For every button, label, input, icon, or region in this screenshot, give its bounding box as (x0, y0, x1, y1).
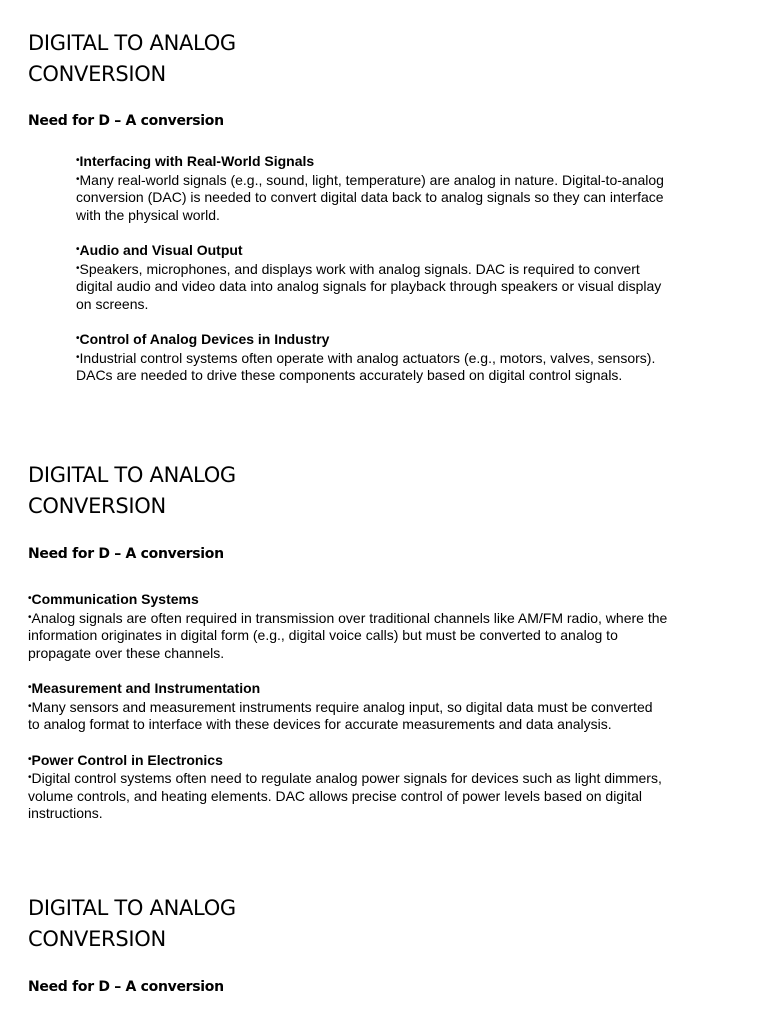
bullet-body: •Many real-world signals (e.g., sound, light, temperature) are analog in nature. Digital-to-analog conversion (DAC) is needed to convert digital data back to analog signals so they can interface with the physical world. (76, 171, 664, 223)
slide-subtitle: Need for D – A conversion (28, 979, 224, 995)
bullet-body: •Speakers, microphones, and displays work with analog signals. DAC is required to convert digital audio and video data into analog signals for playback through speakers or visual display on screens. (76, 260, 662, 312)
slide-2-subtitle-wrap (28, 546, 678, 562)
bullet-dot: • (76, 173, 80, 185)
bullet-body: •Digital control systems often need to regulate analog power signals for devices such as light dimmers, volume controls, and heating elements. DAC allows precise control of power levels based on digital instructions. (28, 770, 662, 821)
bullet-group (28, 590, 668, 662)
bullet-heading: •Control of Analog Devices in Industry (76, 331, 330, 347)
bullet-group (76, 241, 676, 313)
bullet-heading: •Communication Systems (28, 591, 199, 607)
bullet-group (76, 152, 676, 224)
title-line-2: CONVERSION (28, 62, 166, 86)
slide-3 (28, 893, 678, 955)
bullet-dot: • (76, 262, 80, 274)
slide-subtitle: Need for D – A conversion (28, 546, 224, 562)
bullet-heading: •Measurement and Instrumentation (28, 680, 261, 696)
slide-1 (28, 28, 678, 90)
bullet-heading: •Audio and Visual Output (76, 242, 243, 258)
slide-3-subtitle-wrap (28, 979, 678, 995)
title-line-1: DIGITAL TO ANALOG (28, 31, 236, 55)
bullet-group (28, 679, 668, 734)
slide-title (28, 460, 678, 522)
slide-2 (28, 460, 678, 522)
bullet-group (76, 330, 676, 385)
slide-subtitle: Need for D – A conversion (28, 113, 224, 129)
bullet-dot: • (76, 244, 80, 255)
bullet-dot: • (28, 611, 32, 623)
bullet-dot: • (76, 333, 80, 344)
title-line-1: DIGITAL TO ANALOG (28, 896, 236, 920)
bullet-body: •Many sensors and measurement instruments require analog input, so digital data must be converted to analog format to interface with these devices for accurate measurements and data analysis. (28, 698, 653, 732)
bullet-dot: • (28, 700, 32, 712)
slide-title (28, 28, 678, 90)
bullet-group (28, 751, 668, 823)
bullet-body: •Analog signals are often required in transmission over traditional channels like AM/FM radio, where the information originates in digital form (e.g., digital voice calls) but must be converted to analog to propagate over these channels. (28, 609, 668, 661)
bullet-dot: • (28, 772, 32, 783)
slide-1-bullets (76, 152, 676, 402)
slide-1-subtitle-wrap (28, 113, 678, 129)
title-line-2: CONVERSION (28, 494, 166, 518)
bullet-dot: • (28, 593, 32, 604)
bullet-heading: •Power Control in Electronics (28, 751, 223, 768)
bullet-dot: • (28, 753, 32, 765)
slide-2-bullets (28, 590, 668, 840)
bullet-body: •Industrial control systems often operate with analog actuators (e.g., motors, valves, sensors). DACs are needed to drive these components accurately based on digital control signals. (76, 349, 656, 383)
slide-title (28, 893, 678, 955)
title-line-1: DIGITAL TO ANALOG (28, 463, 236, 487)
bullet-dot: • (28, 682, 32, 693)
bullet-heading: •Interfacing with Real-World Signals (76, 153, 315, 169)
title-line-2: CONVERSION (28, 927, 166, 951)
bullet-dot: • (76, 351, 80, 363)
bullet-dot: • (76, 155, 80, 166)
